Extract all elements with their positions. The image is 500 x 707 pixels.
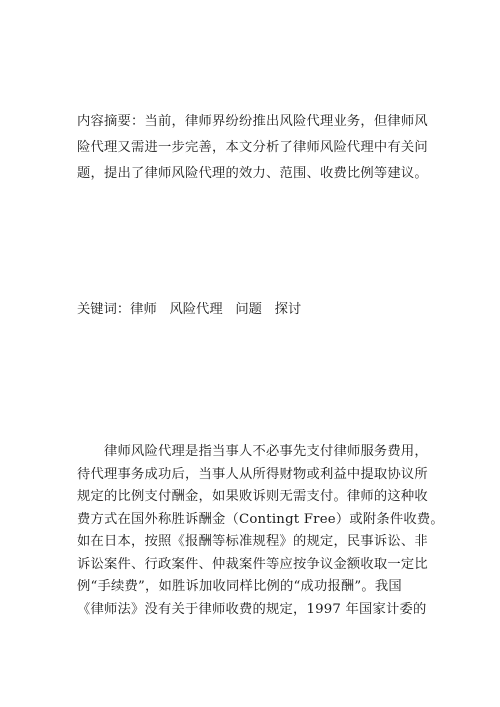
abstract-line: 险代理又需进一步完善，本文分析了律师风险代理中有关问 (77, 140, 428, 155)
body-line: 例“手续费”，如胜诉加收同样比例的“成功报酬”。我国 (77, 579, 402, 594)
abstract-section (77, 109, 443, 187)
body-line: 待代理事务成功后，当事人从所得财物或利益中提取协议所 (77, 466, 428, 482)
keywords-line: 关键词：律师 风险代理 问题 探讨 (77, 302, 302, 317)
body-line: 如在日本，按照《报酬等标准规程》的规定，民事诉讼、非 (77, 534, 428, 549)
body-line: 诉讼案件、行政案件、仲裁案件等应按争议金额收取一定比 (77, 556, 428, 572)
body-line: 《律师法》没有关于律师收费的规定，1997 年国家计委的 (77, 601, 427, 617)
body-line: 费方式在国外称胜诉酬金（Contingt Free）或附条件收费。 (77, 511, 444, 527)
body-line: 律师风险代理是指当事人不必事先支付律师服务费用， (104, 444, 428, 459)
abstract-line: 内容摘要：当前，律师界纷纷推出风险代理业务，但律师风 (77, 114, 428, 129)
abstract-line: 题，提出了律师风险代理的效力、范围、收费比例等建议。 (77, 166, 428, 181)
body-paragraph (77, 441, 443, 621)
body-line: 规定的比例支付酬金，如果败诉则无需支付。律师的这种收 (77, 489, 428, 504)
